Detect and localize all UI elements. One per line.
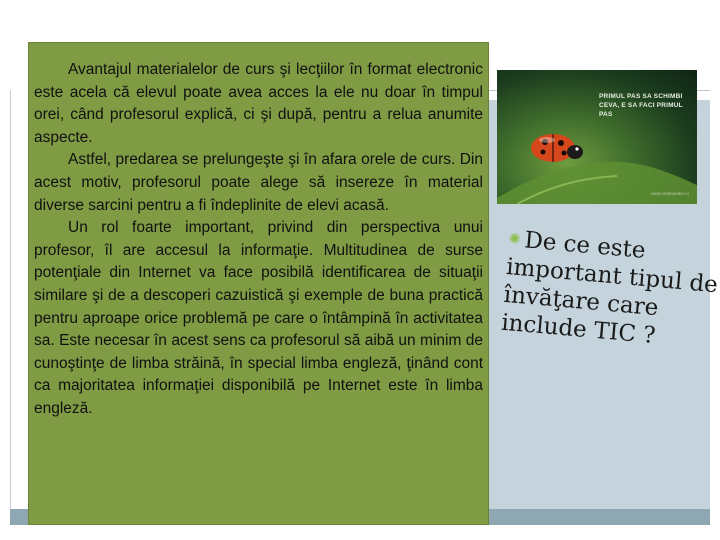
photo-credit: www.citatepedia.ro — [651, 191, 689, 196]
paragraph-1: Avantajul materialelor de curs şi lecţiilor în format electronic este acela că elevul poate avea acces la ele nu doar în timpul orei, când profesorul explică, ci şi după, pentru a relua anumite aspecte. — [34, 61, 483, 146]
paragraph-2: Astfel, predarea se prelungeşte şi în afara orele de curs. Din acest motiv, profesorul poate alege să insereze în material diverse sarcini pentru a fi îndeplinite de elevi acasă. — [34, 151, 483, 214]
ladybug-head — [567, 145, 583, 159]
question-bullet — [500, 225, 720, 356]
ladybug-photo — [497, 70, 697, 204]
sparkle-bullet-icon: ✺ — [508, 230, 522, 248]
ladybug-illustration — [497, 70, 697, 204]
photo-quote: PRIMUL PAS SA SCHIMBI CEVA, E SA FACI PRIMUL PAS — [599, 93, 683, 118]
question-text: De ce este important tipul de învăţare care include TIC ? — [500, 227, 719, 350]
main-text-box — [28, 42, 489, 525]
paragraph-3: Un rol foarte important, privind din perspectiva unui profesor, îl are accesul la informaţie. Multitudinea de surse potenţiale din Internet va face posibilă identificarea de situaţii similare şi de a descoperi cazuistică şi exemple de buna practică pentru aproape orice problemă pe care o întâmpină în activitatea sa. Este necesar în acest sens ca profesorul să aibă un minim de cunoştinţe de limba străină, în special limba engleză, ţinând cont ca majoritatea informaţiei disponibilă pe Internet este în limba engleză. — [34, 219, 483, 417]
